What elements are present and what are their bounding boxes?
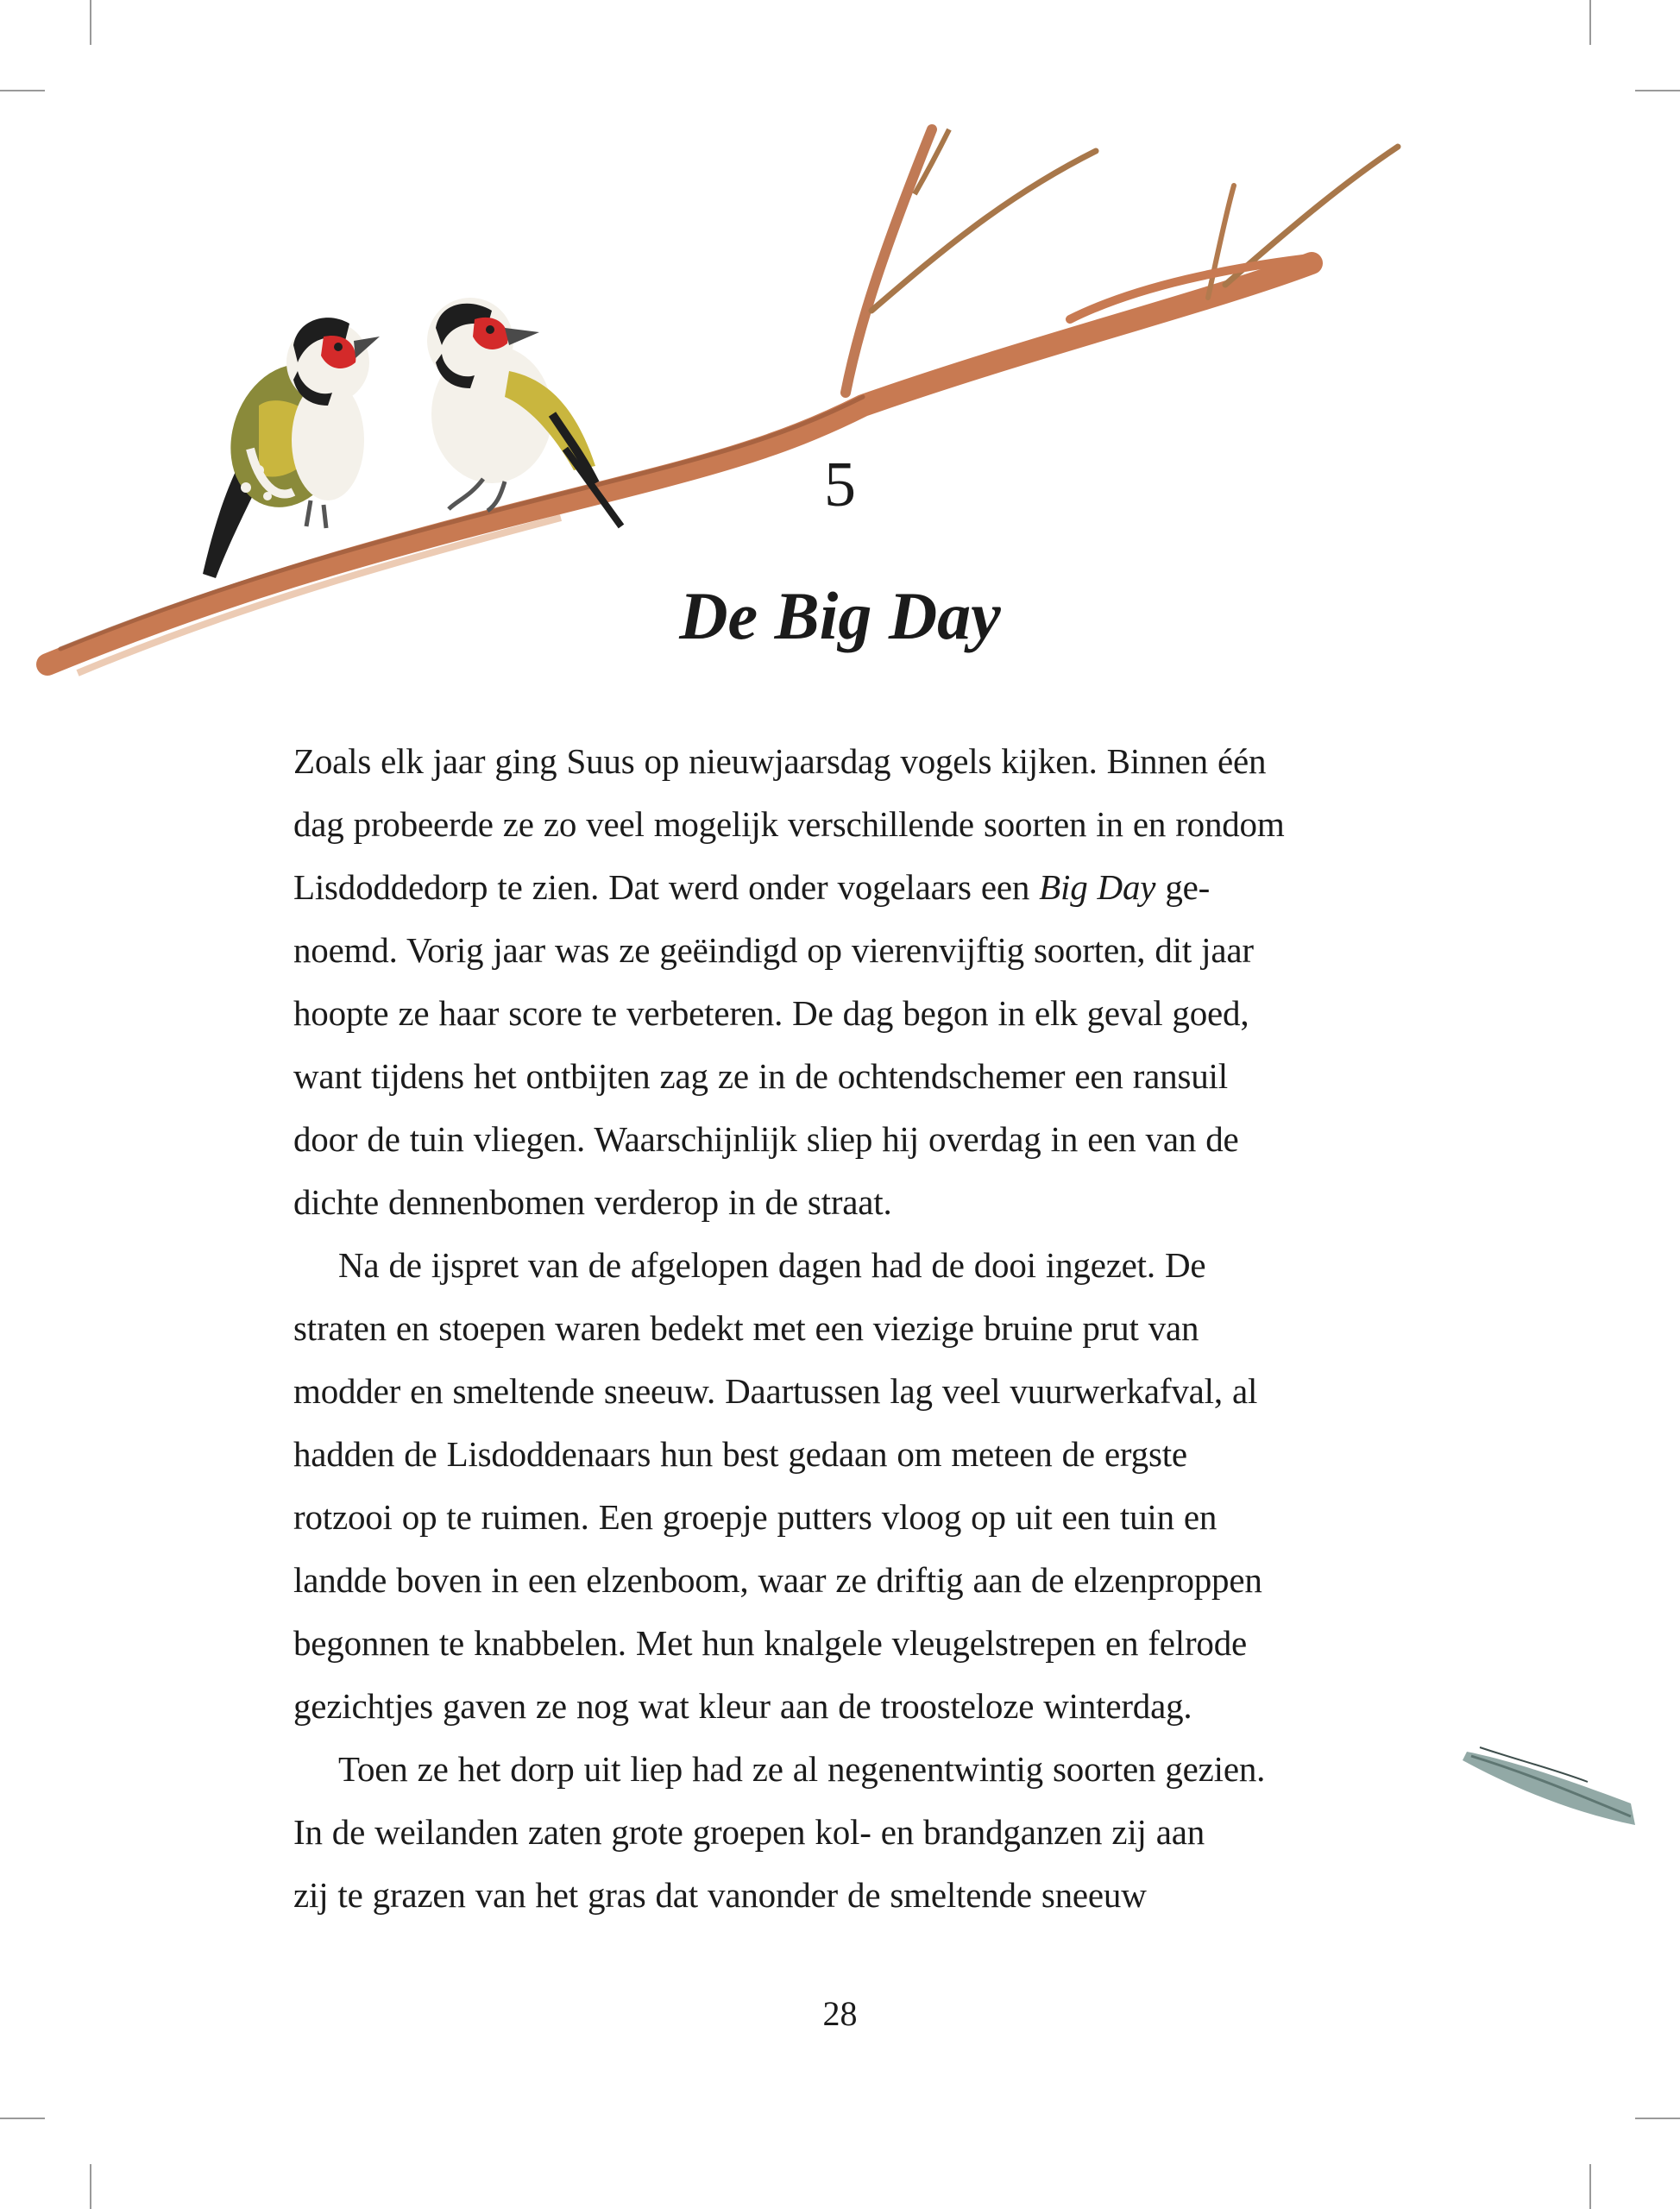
leaf-illustration bbox=[1458, 1734, 1680, 1838]
chapter-number: 5 bbox=[824, 450, 856, 520]
text-line: landde boven in een elzenboom, waar ze driftig aan de elzenproppen bbox=[293, 1560, 1262, 1600]
text-line: door de tuin vliegen. Waarschijnlijk sliep hij overdag in een van de bbox=[293, 1119, 1239, 1159]
text-line: begonnen te knabbelen. Met hun knalgele vleugelstrepen en felrode bbox=[293, 1623, 1248, 1663]
text-line: Zoals elk jaar ging Suus op nieuwjaarsdag vogels kijken. Binnen één bbox=[293, 741, 1267, 781]
crop-mark-bottom-left-h bbox=[0, 2118, 45, 2119]
text-line: hoopte ze haar score te verbeteren. De dag begon in elk geval goed, bbox=[293, 993, 1249, 1033]
text-segment: Lisdoddedorp te zien. Dat werd onder vogelaars een bbox=[293, 867, 1040, 907]
text-line: noemd. Vorig jaar was ze geëindigd op vierenvijftig soorten, dit jaar bbox=[293, 930, 1254, 970]
chapter-body bbox=[293, 730, 1398, 1927]
text-segment: ge- bbox=[1155, 867, 1211, 907]
text-line: zij te grazen van het gras dat vanonder de smeltende sneeuw bbox=[293, 1875, 1147, 1915]
text-line: want tijdens het ontbijten zag ze in de ochtendschemer een ransuil bbox=[293, 1056, 1228, 1096]
crop-mark-bottom-right-h bbox=[1635, 2118, 1680, 2119]
text-line: straten en stoepen waren bedekt met een viezige bruine prut van bbox=[293, 1308, 1199, 1348]
chapter-title: De Big Day bbox=[679, 578, 1001, 653]
text-line: rotzooi op te ruimen. Een groepje putters vloog op uit een tuin en bbox=[293, 1497, 1218, 1537]
text-line: modder en smeltende sneeuw. Daartussen lag veel vuurwerkafval, al bbox=[293, 1371, 1258, 1411]
page-number: 28 bbox=[822, 1994, 858, 2033]
text-line bbox=[293, 856, 1398, 919]
goldfinch-left bbox=[203, 318, 380, 578]
text-line: dichte dennenbomen verderop in de straat. bbox=[293, 1182, 892, 1222]
text-line-paragraph-start: Toen ze het dorp uit liep had ze al negenentwintig soorten gezien. bbox=[338, 1749, 1266, 1789]
crop-mark-bottom-right bbox=[1589, 2164, 1591, 2209]
crop-mark-bottom-left bbox=[90, 2164, 91, 2209]
text-line-paragraph-start: Na de ijspret van de afgelopen dagen had de dooi ingezet. De bbox=[338, 1245, 1206, 1285]
text-line: hadden de Lisdoddenaars hun best gedaan om meteen de ergste bbox=[293, 1434, 1187, 1474]
italic-term: Big Day bbox=[1039, 867, 1156, 907]
text-line: In de weilanden zaten grote groepen kol- en brandganzen zij aan bbox=[293, 1812, 1205, 1852]
text-line: dag probeerde ze zo veel mogelijk verschillende soorten in en rondom bbox=[293, 804, 1285, 844]
text-line: gezichtjes gaven ze nog wat kleur aan de troosteloze winterdag. bbox=[293, 1686, 1192, 1726]
